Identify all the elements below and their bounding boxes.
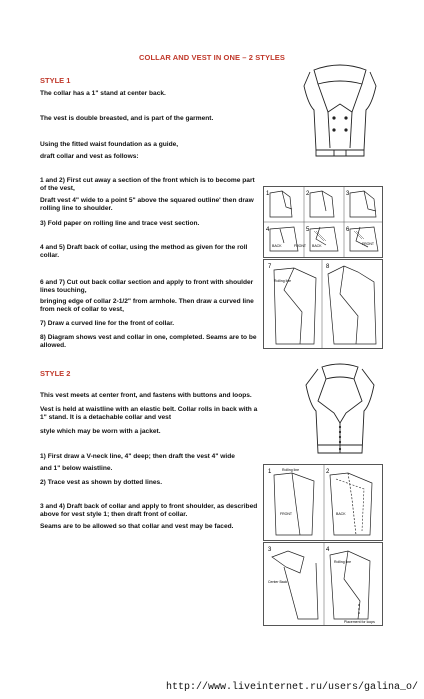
style2-line-8: Seams are to be allowed so that collar and vest may be faced. bbox=[40, 523, 234, 530]
fig4-label-4: 4 bbox=[326, 547, 330, 553]
fig4-loops-label: Placement for loops bbox=[344, 620, 375, 624]
style1-line-11: 7) Draw a curved line for the front of collar. bbox=[40, 320, 175, 327]
fig1-label-5: 5 bbox=[306, 227, 310, 233]
style1-line-3: Using the fitted waist foundation as a guide, bbox=[40, 141, 179, 148]
style1-line-6: Draft vest 4" wide to a point 5" above the squared outline' then draw rolling line to shoulder. bbox=[40, 197, 254, 212]
fig1-back-label-b: BACK bbox=[312, 244, 322, 248]
fig1-label-3: 3 bbox=[346, 191, 350, 197]
style1-heading: STYLE 1 bbox=[40, 76, 71, 85]
style2-line-6: 2) Trace vest as shown by dotted lines. bbox=[40, 479, 163, 486]
fig1-back-label-a: BACK bbox=[272, 244, 282, 248]
fig2-label-8: 8 bbox=[326, 264, 330, 270]
source-url-link[interactable]: http://www.liveinternet.ru/users/galina_o/ bbox=[166, 682, 419, 693]
style1-line-4: draft collar and vest as follows: bbox=[40, 153, 139, 160]
style2-pattern-diagram-1 bbox=[263, 464, 383, 541]
fig2-rolling-line-label: Rolling line bbox=[274, 279, 292, 283]
page-title: COLLAR AND VEST IN ONE – 2 STYLES bbox=[139, 53, 285, 62]
style2-line-4: 1) First draw a V-neck line, 4" deep; then draft the vest 4" wide bbox=[40, 453, 235, 460]
fig4-rolling-line-label: Rolling line bbox=[334, 560, 352, 564]
style2-line-2: Vest is held at waistline with an elastic belt. Collar rolls in back with a 1" stand. It is a detachable collar and vest bbox=[40, 406, 258, 421]
style2-line-5: and 1" below waistline. bbox=[40, 465, 113, 472]
style1-line-12: 8) Diagram shows vest and collar in one, completed. Seams are to be allowed. bbox=[40, 334, 257, 349]
style2-line-1: This vest meets at center front, and fastens with buttons and loops. bbox=[40, 392, 252, 399]
style1-line-8: 4 and 5) Draft back of collar, using the method as given for the roll collar. bbox=[40, 244, 248, 259]
fig1-label-4: 4 bbox=[266, 227, 270, 233]
fig4-center-back-label: Center Back bbox=[268, 580, 288, 584]
fig1-label-1: 1 bbox=[266, 191, 270, 197]
style1-vest-illustration bbox=[300, 62, 380, 166]
style1-line-1: The collar has a 1" stand at center back. bbox=[40, 90, 166, 97]
style1-line-10: bringing edge of collar 2-1/2" from armhole. Then draw a curved line from neck of collar to vest, bbox=[40, 298, 254, 313]
fig3-label-1: 1 bbox=[268, 469, 272, 475]
fig4-label-3: 3 bbox=[268, 547, 272, 553]
style1-line-5: 1 and 2) First cut away a section of the front which is to become part of the vest, bbox=[40, 177, 255, 192]
fig1-front-label-a: FRONT bbox=[294, 244, 307, 248]
style1-pattern-diagram-2 bbox=[263, 259, 383, 349]
fig2-label-7: 7 bbox=[268, 264, 272, 270]
style2-line-7: 3 and 4) Draft back of collar and apply to front shoulder, as described above for vest style 1; then draft front of collar. bbox=[40, 503, 258, 518]
fig3-label-2: 2 bbox=[326, 469, 330, 475]
fig1-front-label-b: FRONT bbox=[362, 242, 375, 246]
style2-vest-illustration bbox=[300, 361, 380, 461]
style2-line-3: style which may be worn with a jacket. bbox=[40, 428, 161, 435]
fig3-front-label: FRONT bbox=[280, 512, 293, 516]
style2-pattern-diagram-2 bbox=[263, 542, 383, 626]
fig1-label-6: 6 bbox=[346, 227, 350, 233]
style1-line-9: 6 and 7) Cut out back collar section and apply to front with shoulder lines touching, bbox=[40, 279, 254, 294]
style2-heading: STYLE 2 bbox=[40, 369, 71, 378]
fig1-label-2: 2 bbox=[306, 191, 310, 197]
style1-line-2: The vest is double breasted, and is part of the garment. bbox=[40, 115, 214, 122]
fig3-back-label: BACK bbox=[336, 512, 346, 516]
style1-pattern-diagram-1 bbox=[263, 186, 383, 258]
style1-line-7: 3) Fold paper on rolling line and trace vest section. bbox=[40, 220, 200, 227]
fig3-rolling-line-label: Rolling line bbox=[282, 468, 300, 472]
